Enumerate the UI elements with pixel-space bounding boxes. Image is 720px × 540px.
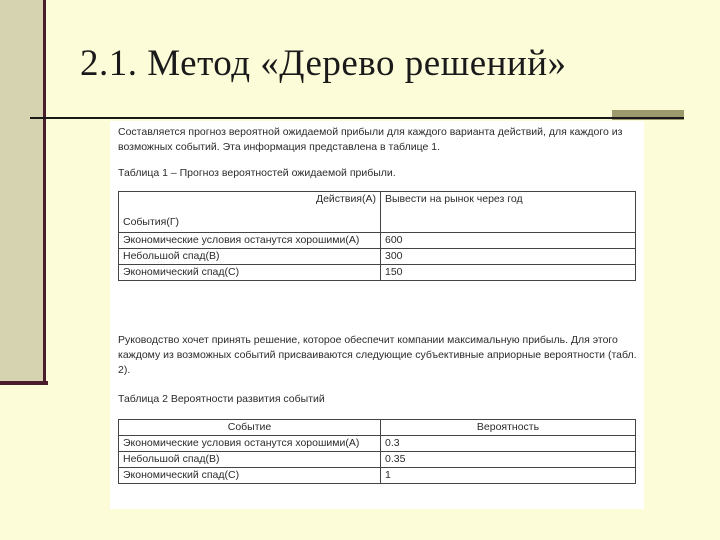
table2-event-cell: Экономические условия останутся хорошими(А) [119, 436, 381, 452]
table1-value-cell: 600 [381, 233, 636, 249]
table2-value-cell: 1 [381, 468, 636, 484]
table1 [118, 191, 636, 281]
table1-event-cell: Экономический спад(С) [119, 265, 381, 281]
table-row [119, 420, 636, 436]
document-image [110, 121, 644, 509]
middle-paragraph: Руководство хочет принять решение, которое обеспечит компании максимальную прибыль. Для этого каждому из возможных событий присваиваются следующие субъективные априорные вероятности (табл. 2). [118, 334, 637, 376]
table1-value-cell: 150 [381, 265, 636, 281]
left-accent-band [0, 0, 46, 385]
table2-caption: Таблица 2 Вероятности развития событий [118, 393, 325, 405]
table-row [119, 249, 636, 265]
table2-event-cell: Экономический спад(С) [119, 468, 381, 484]
left-band-divider [0, 381, 48, 385]
table2-header-prob: Вероятность [381, 420, 636, 436]
table-row [119, 436, 636, 452]
table-row [119, 192, 636, 233]
table-row [119, 233, 636, 249]
table1-caption: Таблица 1 – Прогноз вероятностей ожидаемой прибыли. [118, 167, 396, 179]
table2-event-cell: Небольшой спад(В) [119, 452, 381, 468]
table1-event-cell: Экономические условия останутся хорошими(А) [119, 233, 381, 249]
table2-header-event: Событие [119, 420, 381, 436]
table-row [119, 452, 636, 468]
table2-value-cell: 0.35 [381, 452, 636, 468]
slide-title: 2.1. Метод «Дерево решений» [80, 43, 567, 84]
table1-header-actions: Действия(А) [315, 193, 376, 205]
table1-event-cell: Небольшой спад(В) [119, 249, 381, 265]
table1-header-option: Вывести на рынок через год [381, 192, 636, 233]
table1-header-events: События(Г) [123, 216, 180, 228]
table-row [119, 265, 636, 281]
title-underline [30, 117, 684, 119]
table2 [118, 419, 636, 484]
intro-paragraph: Составляется прогноз вероятной ожидаемой прибыли для каждого варианта действий, для каждого из возможных событий. Эта информация представлена в таблице 1. [118, 126, 623, 153]
table2-value-cell: 0.3 [381, 436, 636, 452]
table1-value-cell: 300 [381, 249, 636, 265]
table-row [119, 468, 636, 484]
table1-header-cell [119, 192, 381, 233]
